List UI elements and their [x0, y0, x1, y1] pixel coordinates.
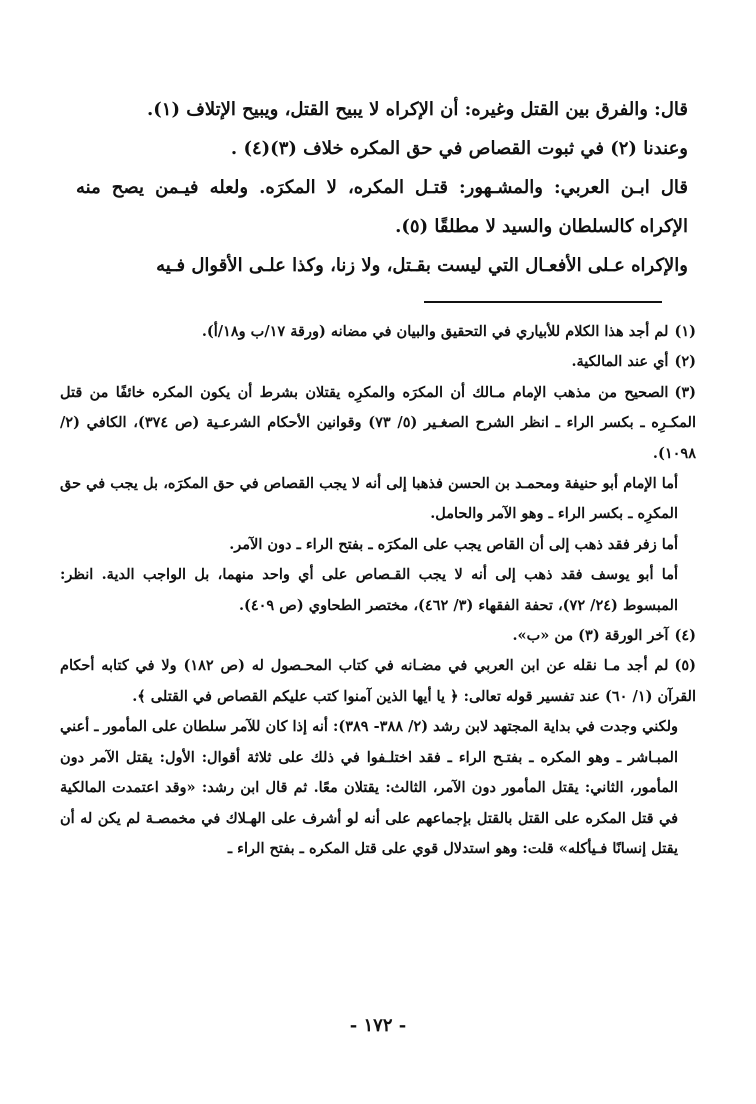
footnote-number: (٤)	[674, 627, 696, 645]
footnote-number: (٢)	[674, 353, 696, 371]
footnote-5	[60, 651, 696, 712]
footnote-text: أي عند المالكية.	[571, 353, 669, 371]
footnote-text: الصحيح من مذهب الإمام مـالك أن المكرَه والمكرِه يقتلان بشرط أن يكون المكره خائفًا من قتل المكـرِه ـ بكسر الراء ـ انظر الشرح الصغـير (٥/ ٧٣) وقوانين الأحكام الشرعـية (ص ٣٧٤)، الكافي (٢/ ١٠٩٨).	[60, 383, 696, 462]
footnote-4	[60, 621, 696, 651]
footnote-text: أما زفر فقد ذهب إلى أن القاص يجب على المكرَه ـ بفتح الراء ـ دون الآمر.	[229, 535, 678, 553]
footnote-text: لم أجد هذا الكلام للأبياري في التحقيق والبيان في مضانه (ورقة ١٧/ب و١٨/أ).	[201, 323, 669, 340]
footnote-5-continuation	[60, 712, 696, 864]
footnote-number: (٣)	[674, 383, 696, 401]
footnote-text: أما أبو يوسف فقد ذهب إلى أنه لا يجب القـصاص على أي واحد منهما، بل الواجب الدية. انظر: المبسوط (٢٤/ ٧٢)، تحفة الفقهاء (٣/ ٤٦٢)، مختصر الطحاوي (ص ٤٠٩).	[60, 566, 678, 614]
main-text	[76, 90, 688, 285]
footnote-text: أما الإمام أبو حنيفة ومحمـد بن الحسن فذهبا إلى أنه لا يجب القصاص في حق المكرَه، بل يجب في حق المكرِه ـ بكسر الراء ـ وهو الآمر والحامل.	[60, 475, 678, 523]
footnote-3-continuation	[60, 560, 696, 621]
footnote-3-continuation	[60, 530, 696, 560]
footnote-number: (١)	[674, 323, 696, 340]
page-number: - ١٧٢ -	[349, 1015, 407, 1036]
footnotes	[60, 317, 696, 864]
main-paragraph: وعندنا (٢) في ثبوت القصاص في حق المكره خلاف (٣)(٤) .	[230, 138, 688, 159]
footnote-text: لم أجد مـا نقله عن ابن العربي في مضـانه في كتاب المحـصول له (ص ١٨٢) ولا في كتابه أحكام القرآن (١/ ٦٠) عند تفسير قوله تعالى: ﴿ يا أيها الذين آمنوا كتب عليكم القصاص في القتلى ﴾.	[60, 657, 696, 705]
footnote-text: ولكني وجدت في بداية المجتهد لابن رشد (٢/ ٣٨٨- ٣٨٩): أنه إذا كان للآمر سلطان على المأمور ـ أعني المبـاشر ـ وهو المكره ـ بفتـح الراء ـ فقد اختلـفوا في ذلك على ثلاثة أقوال: الأول: يقتل الآمر دون المأمور، الثاني: يقتل المأمور دون الآمر، الثالث: يقتلان معًا. ثم قال ابن رشد: «وقد اعتمدت المالكية في قتل المكره على القتل بالقتل بإجماعهم على أنه لو أشرف على الهـلاك في مخمصـة لم يكن له أن يقتل إنسانًا فـيأكله» قلت: وهو استدلال قوي على قتل المكره ـ بفتح الراء ـ	[60, 718, 678, 857]
main-paragraph: والإكراه عـلى الأفعـال التي ليست بقـتل، ولا زنا، وكذا علـى الأقوال فـيه	[156, 255, 688, 276]
main-paragraph: قال: والفرق بين القتل وغيره: أن الإكراه لا يبيح القتل، ويبيح الإتلاف (١).	[146, 99, 688, 120]
footnote-3-continuation	[60, 469, 696, 530]
footnote-separator	[424, 301, 662, 303]
footnote-2	[60, 347, 696, 377]
main-paragraph: قال ابـن العربي: والمشـهور: قتـل المكره، لا المكرَه. ولعله فيـمن يصح منه الإكراه كالسلطان والسيد لا مطلقًا (٥).	[76, 177, 688, 237]
footnote-1	[60, 317, 696, 347]
footnote-text: آخر الورقة (٣) من «ب».	[512, 627, 669, 645]
footnote-3	[60, 378, 696, 469]
footnote-number: (٥)	[674, 657, 696, 675]
